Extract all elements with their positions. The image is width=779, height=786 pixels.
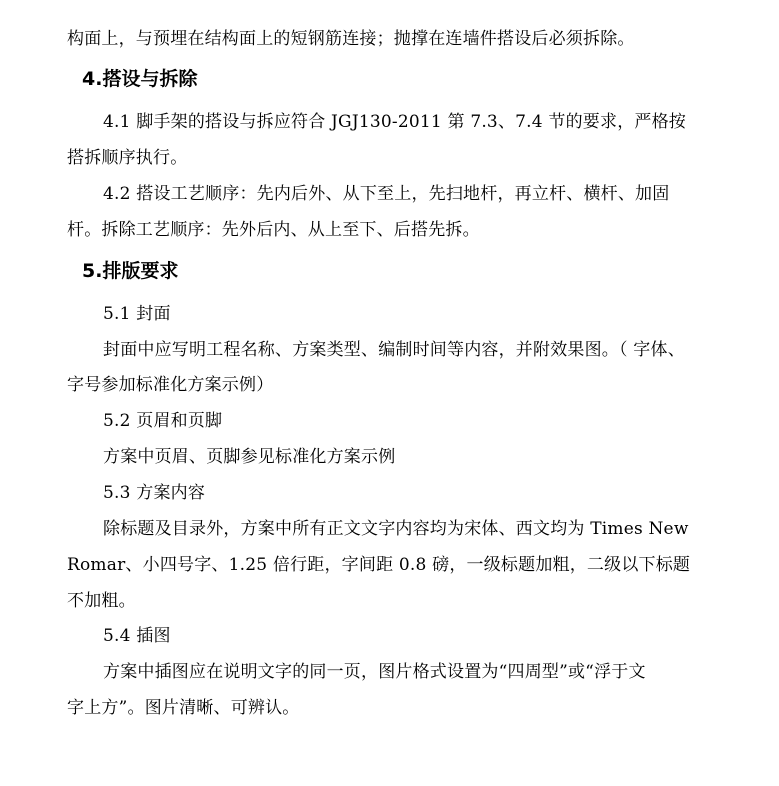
- section-heading-5: 5.排版要求: [82, 260, 179, 282]
- subsection-heading-5-2: 5.2 页眉和页脚: [103, 411, 223, 431]
- paragraph-4-1-line-2: 搭拆顺序执行。: [67, 148, 188, 168]
- paragraph-5-4-line-2: 字上方”。图片清晰、可辨认。: [67, 698, 300, 718]
- paragraph-5-3-line-1: 除标题及目录外，方案中所有正文文字内容均为宋体、西文均为 Times New: [103, 519, 689, 539]
- paragraph-4-2-line-1: 4.2 搭设工艺顺序：先内后外、从下至上，先扫地杆，再立杆、横杆、加固: [103, 184, 670, 204]
- subsection-heading-5-4: 5.4 插图: [103, 626, 171, 646]
- paragraph-5-1-line-2: 字号参加标准化方案示例）: [67, 375, 274, 395]
- paragraph-5-4-line-1: 方案中插图应在说明文字的同一页，图片格式设置为“四周型”或“浮于文: [103, 662, 646, 682]
- paragraph-5-3-line-3: 不加粗。: [67, 591, 136, 611]
- paragraph-5-1-line-1: 封面中应写明工程名称、方案类型、编制时间等内容，并附效果图。（ 字体、: [103, 340, 685, 360]
- paragraph-5-3-line-2: Romar、小四号字、1.25 倍行距，字间距 0.8 磅，一级标题加粗，二级以下标题: [67, 555, 691, 575]
- paragraph-line-continuation: 构面上，与预埋在结构面上的短钢筋连接；抛撑在连墙件搭设后必须拆除。: [67, 29, 635, 49]
- paragraph-5-2: 方案中页眉、页脚参见标准化方案示例: [103, 447, 396, 467]
- subsection-heading-5-1: 5.1 封面: [103, 304, 171, 324]
- section-heading-4: 4.搭设与拆除: [82, 68, 198, 90]
- subsection-heading-5-3: 5.3 方案内容: [103, 483, 206, 503]
- paragraph-4-1-line-1: 4.1 脚手架的搭设与拆应符合 JGJ130-2011 第 7.3、7.4 节的要求，严格按: [103, 112, 686, 132]
- paragraph-4-2-line-2: 杆。拆除工艺顺序：先外后内、从上至下、后搭先拆。: [67, 220, 480, 240]
